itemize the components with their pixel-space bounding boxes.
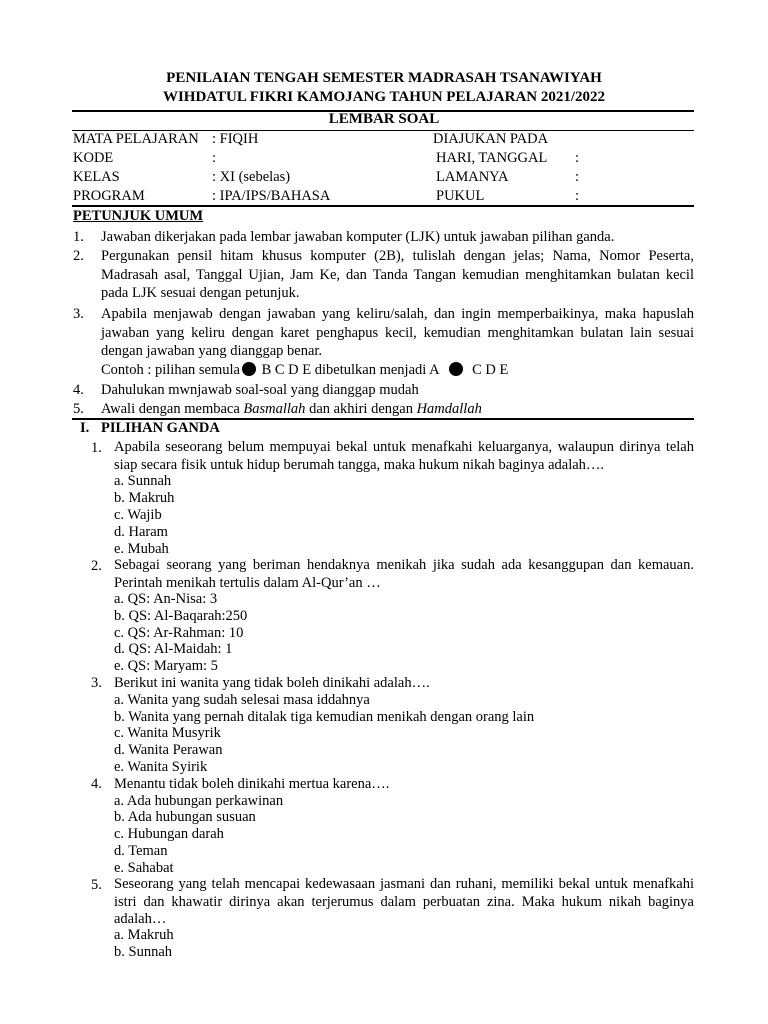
q1-option-e: e. Mubah — [114, 541, 169, 557]
q2-option-e: e. QS: Maryam: 5 — [114, 658, 218, 674]
question-text-3: Berikut ini wanita yang tidak boleh dinikahi adalah…. — [114, 675, 430, 691]
q2-option-d: d. QS: Al-Maidah: 1 — [114, 641, 233, 657]
q3-option-e: e. Wanita Syirik — [114, 759, 208, 775]
example-prefix: Contoh : pilihan semula — [101, 362, 240, 378]
label-duration: LAMANYA — [436, 169, 509, 185]
q4-option-c: c. Hubungan darah — [114, 826, 224, 842]
question-num-1: 1. — [91, 440, 102, 456]
value-class: : XI (sebelas) — [212, 169, 291, 185]
q5-option-a: a. Makruh — [114, 927, 174, 943]
instruction-text-5 — [101, 401, 482, 418]
sheet-title: LEMBAR SOAL — [328, 111, 440, 127]
q4-option-e: e. Sahabat — [114, 860, 174, 876]
info-rule — [72, 205, 694, 207]
label-subject: MATA PELAJARAN — [73, 131, 199, 147]
example-original: B C D E dibetulkan menjadi A — [261, 362, 440, 378]
answer-example — [101, 362, 508, 379]
q4-option-a: a. Ada hubungan perkawinan — [114, 793, 284, 809]
instruction-num-1: 1. — [73, 229, 84, 245]
q1-option-b: b. Makruh — [114, 490, 175, 506]
instruction-text-4: Dahulukan mwnjawab soal-soal yang dianggap mudah — [101, 382, 419, 398]
example-corrected: C D E — [472, 362, 509, 378]
section-title: PILIHAN GANDA — [101, 420, 220, 436]
q1-option-a: a. Sunnah — [114, 473, 172, 489]
question-text-2: Sebagai seorang yang beriman hendaknya menikah jika sudah ada kesanggupan dan kemauan. Perintah menikah tertulis dalam Al-Qur’an … — [114, 557, 694, 591]
label-code: KODE — [73, 150, 114, 166]
q2-option-a: a. QS: An-Nisa: 3 — [114, 591, 218, 607]
instructions-title: PETUNJUK UMUM — [73, 208, 204, 224]
question-num-2: 2. — [91, 558, 102, 574]
q2-option-c: c. QS: Ar-Rahman: 10 — [114, 625, 244, 641]
instruction-num-5: 5. — [73, 401, 84, 417]
q3-option-d: d. Wanita Perawan — [114, 742, 223, 758]
instruction-num-3: 3. — [73, 306, 84, 322]
instruction-5-hamdallah: Hamdallah — [416, 401, 482, 417]
question-num-3: 3. — [91, 675, 102, 691]
instruction-5-mid: dan akhiri dengan — [305, 401, 417, 417]
q4-option-b: b. Ada hubungan susuan — [114, 809, 256, 825]
question-text-1: Apabila seseorang belum mempuyai bekal untuk menafkahi keluarganya, walaupun dirinya telah siap secara fisik untuk hidup berumah tangga, maka hukum nikah baginya adalah…. — [114, 439, 694, 473]
value-subject: : FIQIH — [212, 131, 259, 147]
value-program: : IPA/IPS/BAHASA — [212, 188, 331, 204]
label-submitted: DIAJUKAN PADA — [433, 131, 549, 147]
instruction-num-2: 2. — [73, 248, 84, 264]
question-num-4: 4. — [91, 776, 102, 792]
q1-option-c: c. Wajib — [114, 507, 162, 523]
label-class: KELAS — [73, 169, 120, 185]
q3-option-a: a. Wanita yang sudah selesai masa iddahnya — [114, 692, 370, 708]
value-day-date: : — [575, 150, 580, 166]
value-duration: : — [575, 169, 580, 185]
instruction-5-basmallah: Basmallah — [243, 401, 306, 417]
q5-option-b: b. Sunnah — [114, 944, 172, 960]
question-num-5: 5. — [91, 877, 102, 893]
instruction-text-1: Jawaban dikerjakan pada lembar jawaban komputer (LJK) untuk jawaban pilihan ganda. — [101, 229, 615, 245]
question-text-4: Menantu tidak boleh dinikahi mertua karena…. — [114, 776, 390, 792]
q2-option-b: b. QS: Al-Baqarah:250 — [114, 608, 248, 624]
instruction-num-4: 4. — [73, 382, 84, 398]
q3-option-b: b. Wanita yang pernah ditalak tiga kemudian menikah dengan orang lain — [114, 709, 535, 725]
value-code: : — [212, 150, 217, 166]
value-time: : — [575, 188, 580, 204]
instruction-text-2: Pergunakan pensil hitam khusus komputer (2B), tulislah dengan jelas; Nama, Nomor Peserta, Madrasah asal, Tanggal Ujian, Jam Ke, dan Tanda Tangan kemudian menghitamkan bulatan kecil pada LJK sesuai dengan petunjuk. — [101, 248, 694, 301]
q3-option-c: c. Wanita Musyrik — [114, 725, 221, 741]
label-program: PROGRAM — [73, 188, 145, 204]
header-line-1: PENILAIAN TENGAH SEMESTER MADRASAH TSANAWIYAH — [166, 70, 602, 86]
label-day-date: HARI, TANGGAL — [436, 150, 548, 166]
q1-option-d: d. Haram — [114, 524, 168, 540]
section-number: I. — [80, 420, 90, 436]
instruction-5-pre: Awali dengan membaca — [101, 401, 244, 417]
label-time: PUKUL — [436, 188, 485, 204]
instruction-text-3: Apabila menjawab dengan jawaban yang keliru/salah, dan ingin memperbaikinya, maka hapuslah jawaban yang keliru dengan karet penghapus kecil, kemudian menghitamkan bulatan lain sesuai dengan jawaban yang dianggap benar. — [101, 306, 694, 359]
filled-bubble-icon — [242, 362, 256, 376]
question-text-5: Seseorang yang telah mencapai kedewasaan jasmani dan ruhani, memiliki bekal untuk menafkahi istri dan khawatir dirinya akan terjerumus dalam perbuatan zina. Maka hukum nikah baginya adalah… — [114, 876, 694, 927]
header-line-2: WIHDATUL FIKRI KAMOJANG TAHUN PELAJARAN 2021/2022 — [162, 89, 606, 105]
filled-bubble-icon — [449, 362, 463, 376]
q4-option-d: d. Teman — [114, 843, 168, 859]
